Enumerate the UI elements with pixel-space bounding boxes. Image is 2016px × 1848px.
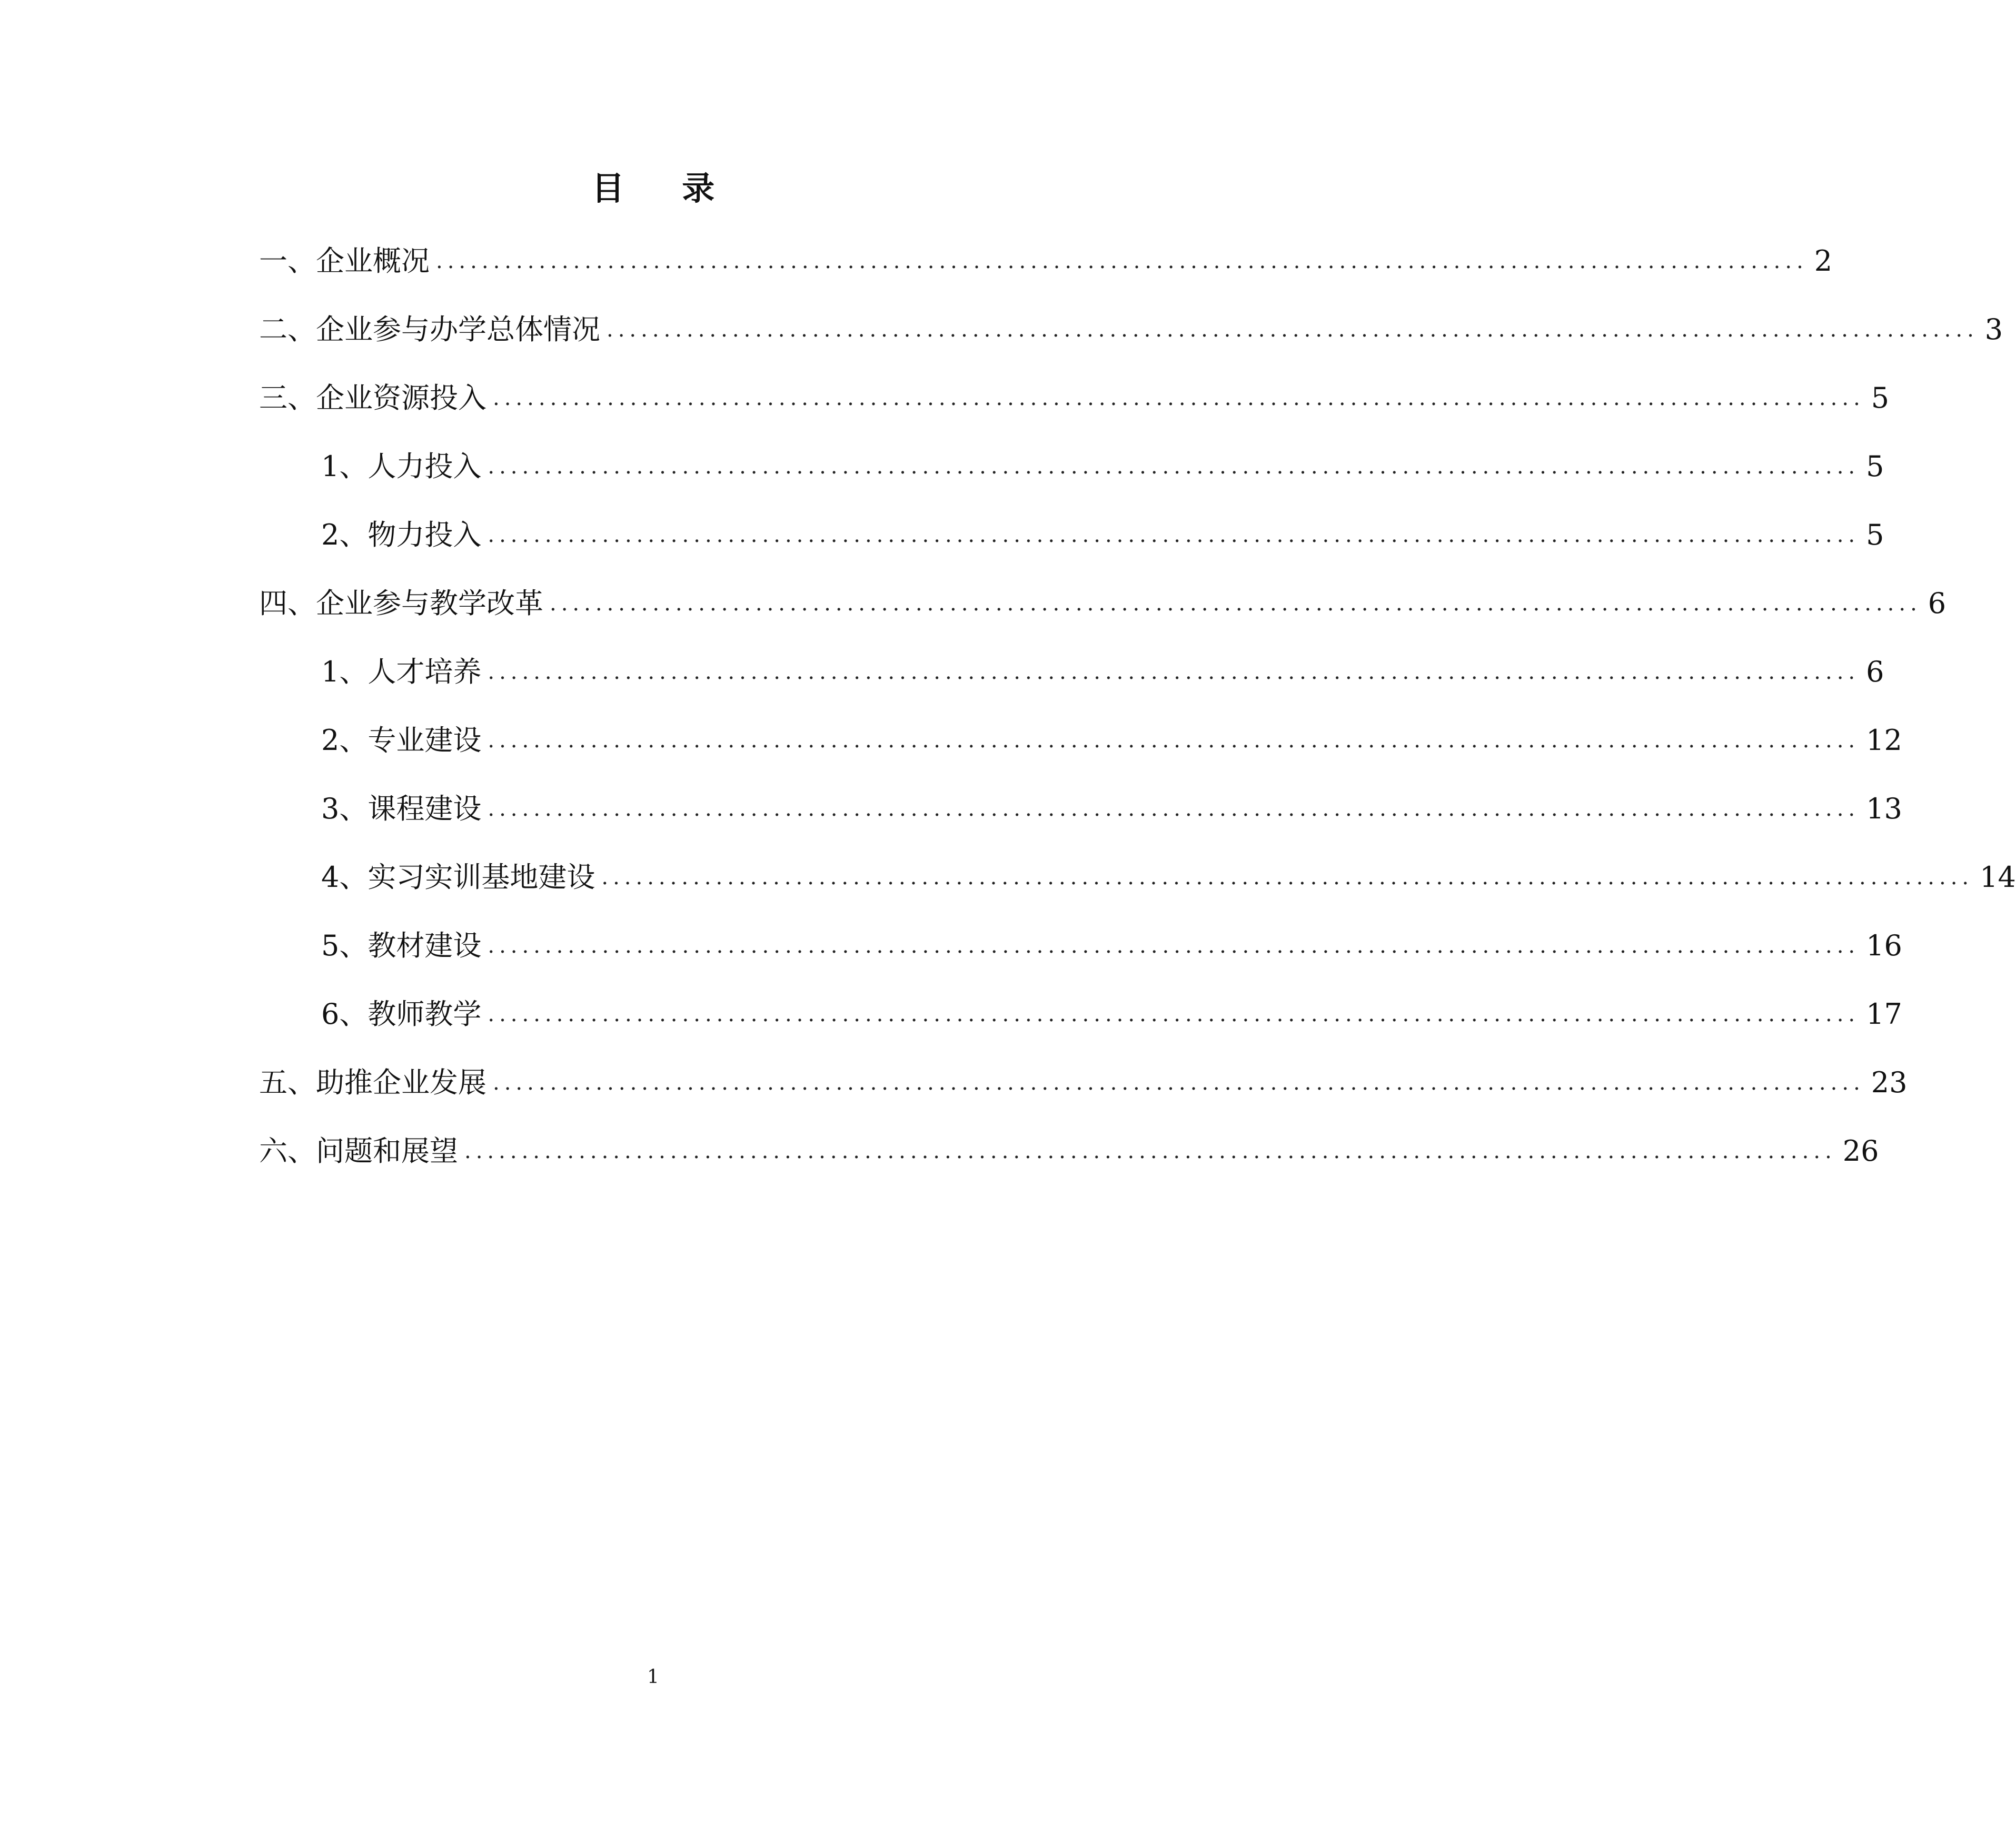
toc-entry-label: 六、问题和展望 [259, 1134, 458, 1168]
toc-entry-material-input[interactable] [321, 514, 1884, 556]
toc-entry-label: 2、物力投入 [321, 518, 482, 551]
toc-entry-page: 12 [1866, 724, 1902, 757]
dot-leader: ........................................................................................................................ [488, 934, 1860, 958]
dot-leader: ........................................................................................................................ [488, 454, 1860, 479]
dot-leader: ........................................................................................................................ [601, 865, 1974, 890]
toc-entry-major-construction[interactable] [321, 719, 1902, 762]
toc-entry-human-input[interactable] [321, 446, 1884, 488]
toc-entry-label: 四、企业参与教学改革 [259, 587, 543, 620]
toc-entry-label: 1、人力投入 [321, 450, 482, 483]
dot-leader: ........................................................................................................................ [493, 386, 1865, 410]
dot-leader: ........................................................................................................................ [488, 728, 1860, 753]
dot-leader: ........................................................................................................................ [607, 318, 1979, 342]
toc-entry-page: 26 [1842, 1134, 1879, 1168]
toc-entry-label: 1、人才培养 [321, 655, 482, 688]
toc-entry-label: 6、教师教学 [321, 997, 482, 1031]
page-number: 1 [647, 1666, 659, 1688]
toc-entry-teacher-teaching[interactable] [321, 993, 1902, 1035]
toc-entry-page: 23 [1871, 1066, 1908, 1099]
toc-entry-label: 5、教材建设 [321, 929, 482, 962]
toc-entry-page: 13 [1866, 792, 1902, 825]
dot-leader: ........................................................................................................................ [464, 1139, 1836, 1163]
toc-entry-page: 2 [1814, 244, 1833, 278]
toc-entry-resource-input[interactable] [259, 377, 1890, 419]
dot-leader: ........................................................................................................................ [488, 660, 1860, 684]
toc-title: 目 录 [591, 169, 738, 207]
toc-entry-page: 3 [1984, 313, 2003, 346]
toc-entry-label: 3、课程建设 [321, 792, 482, 825]
toc-entry-label: 三、企业资源投入 [259, 381, 486, 414]
toc-entry-label: 二、企业参与办学总体情况 [259, 313, 600, 346]
dot-leader: ........................................................................................................................ [488, 1002, 1860, 1026]
toc-entry-enterprise-development[interactable] [259, 1062, 1908, 1104]
dot-leader: ........................................................................................................................ [493, 1071, 1865, 1095]
toc-entry-page: 14 [1980, 861, 2016, 894]
toc-entry-talent-cultivation[interactable] [321, 651, 1884, 693]
toc-entry-teaching-reform[interactable] [259, 582, 1947, 625]
toc-entry-problems-outlook[interactable] [259, 1130, 1879, 1172]
toc-entry-page: 5 [1871, 381, 1890, 414]
toc-entry-textbook-construction[interactable] [321, 925, 1902, 967]
toc-entry-page: 5 [1866, 450, 1884, 483]
toc-entry-label: 4、实习实训基地建设 [321, 861, 595, 894]
toc-entry-page: 17 [1866, 997, 1902, 1031]
dot-leader: ........................................................................................................................ [436, 249, 1808, 273]
toc-entry-page: 6 [1928, 587, 1947, 620]
dot-leader: ........................................................................................................................ [550, 591, 1922, 616]
dot-leader: ........................................................................................................................ [488, 797, 1860, 821]
toc-entry-training-base[interactable] [321, 856, 2016, 898]
toc-entry-label: 2、专业建设 [321, 724, 482, 757]
toc-entry-label: 五、助推企业发展 [259, 1066, 486, 1099]
toc-entry-course-construction[interactable] [321, 788, 1902, 830]
toc-entry-page: 5 [1866, 518, 1884, 551]
toc-entry-company-overview[interactable] [259, 240, 1833, 282]
toc-entry-page: 16 [1866, 929, 1902, 962]
dot-leader: ........................................................................................................................ [488, 523, 1860, 547]
toc-entry-label: 一、企业概况 [259, 244, 430, 278]
toc-entry-overall-participation[interactable] [259, 309, 2003, 351]
toc-entry-page: 6 [1866, 655, 1884, 688]
